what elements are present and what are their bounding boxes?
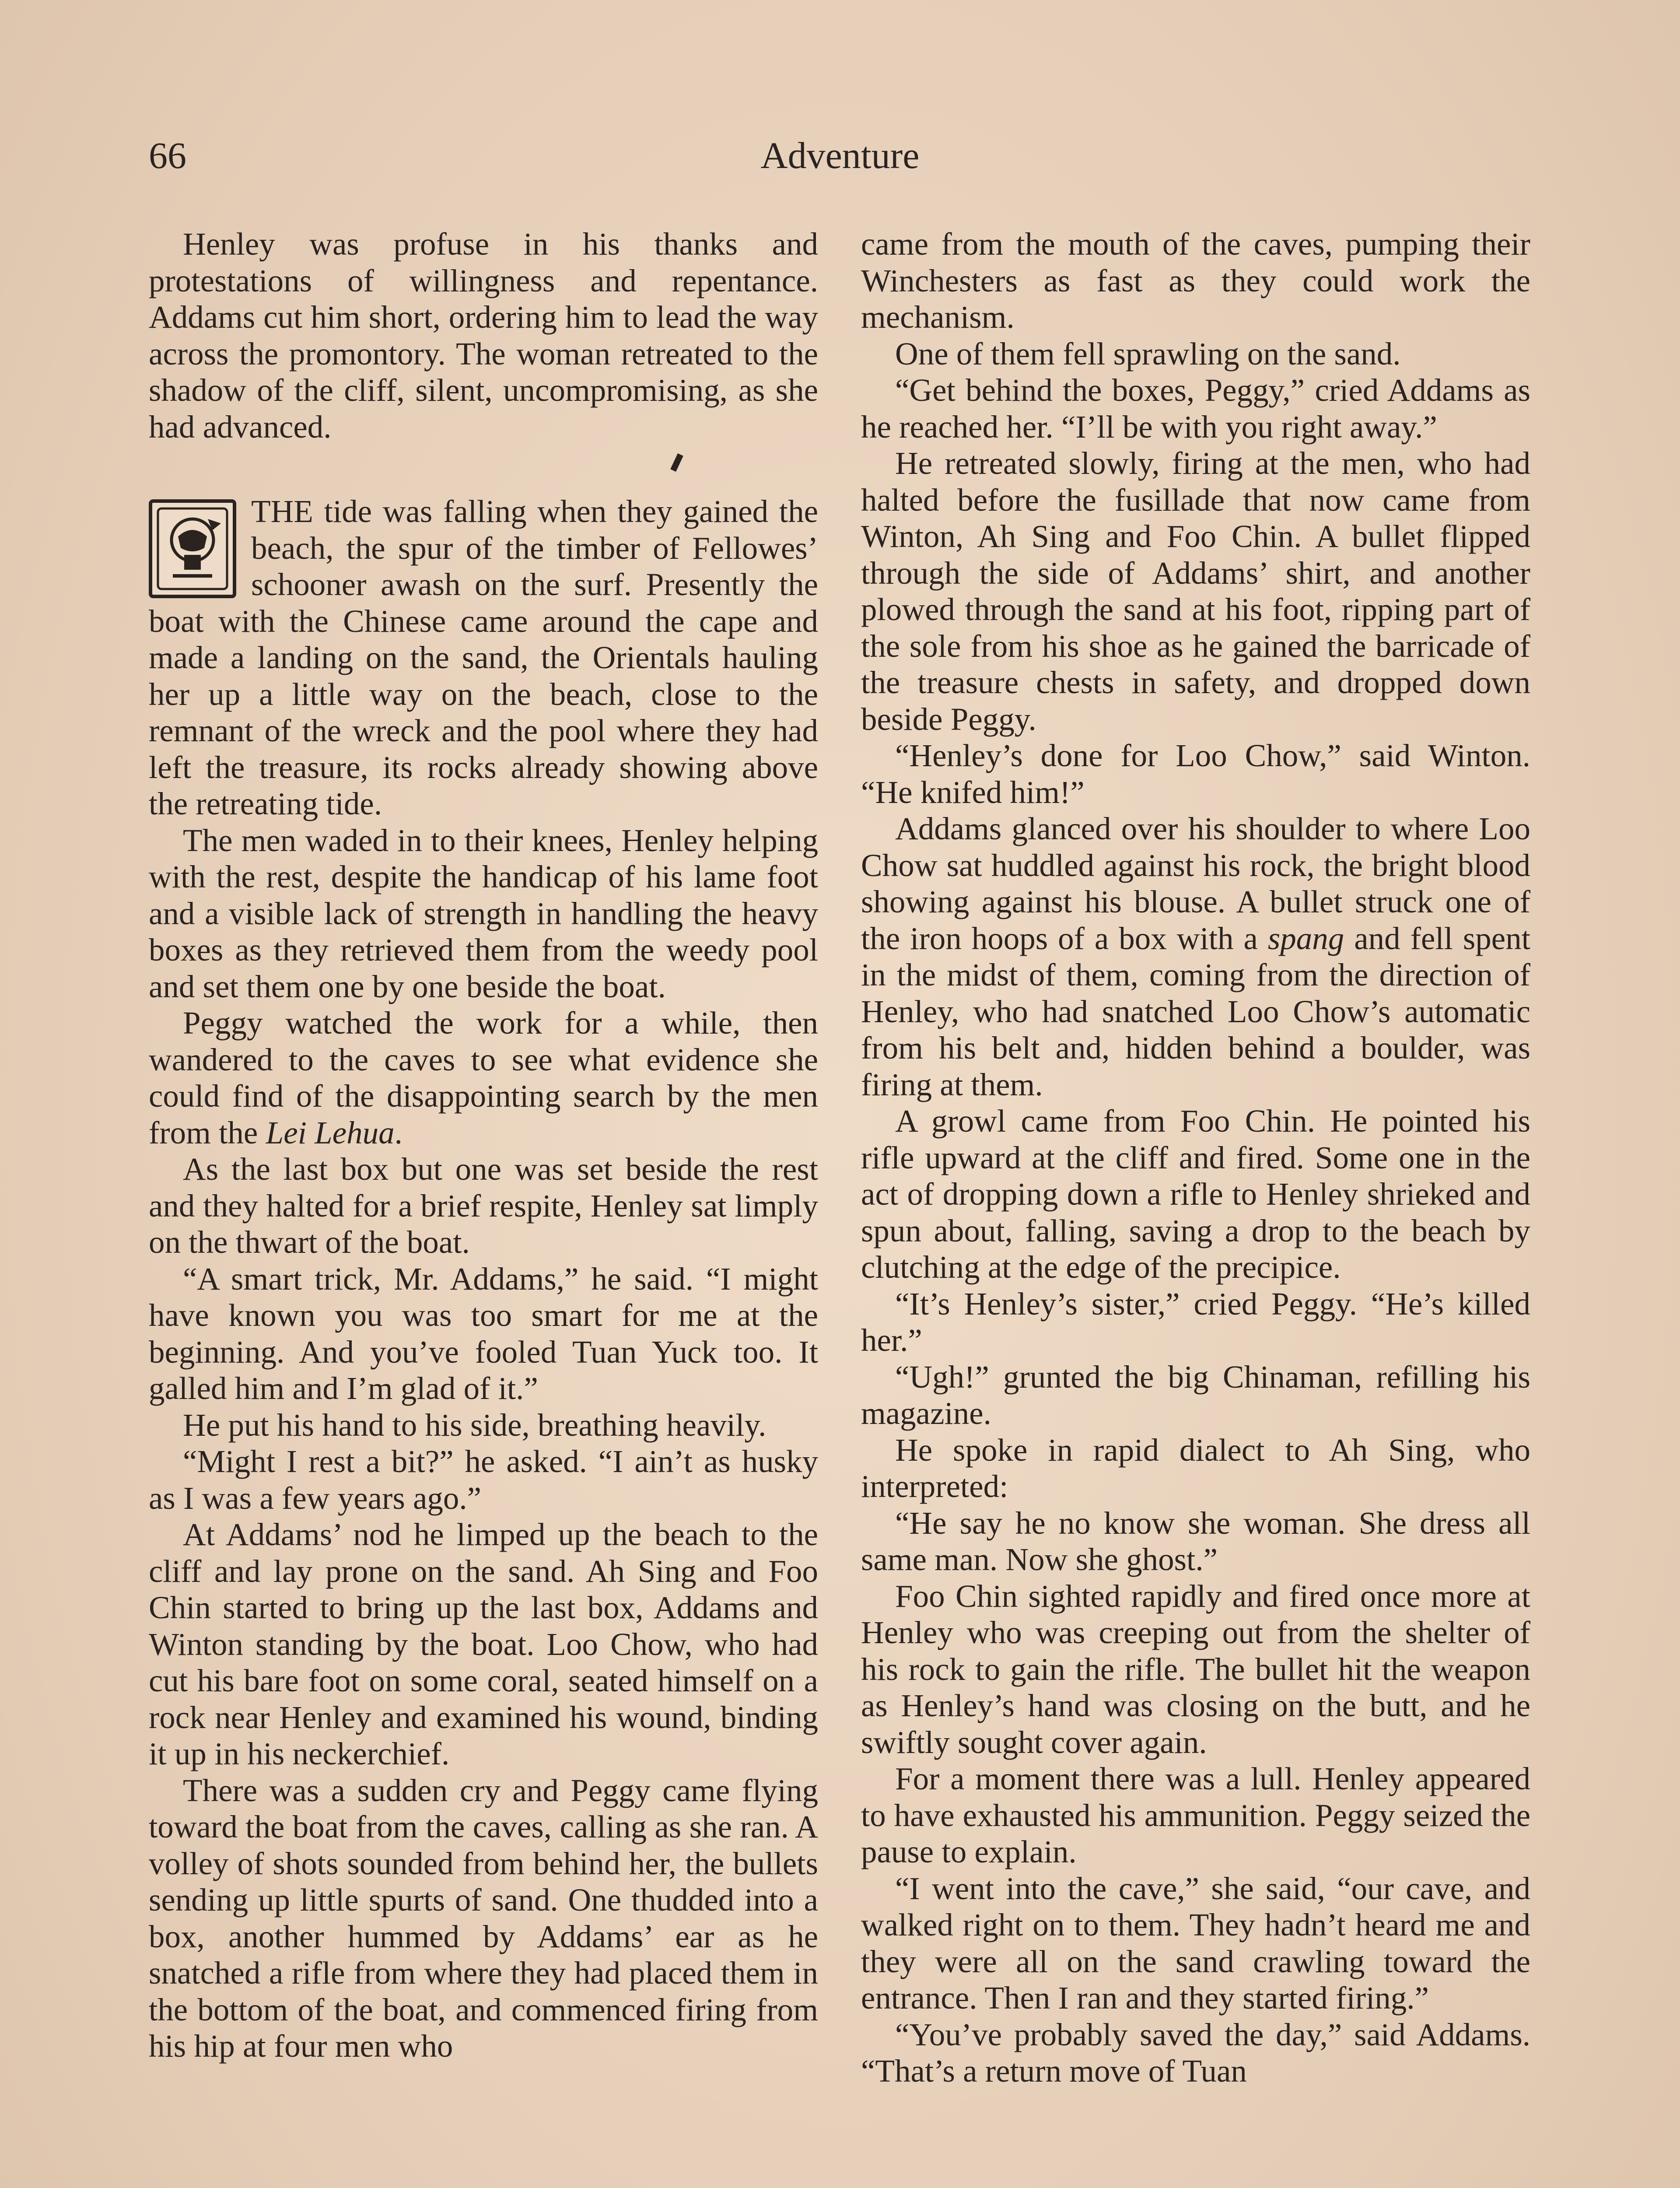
paragraph: “Might I rest a bit?” he asked. “I ain’t as husky as I was a few years ago.” xyxy=(149,1444,818,1516)
paragraph: “Ugh!” grunted the big Chinaman, refilling his magazine. xyxy=(861,1359,1530,1431)
left-column xyxy=(149,226,818,2065)
paragraph xyxy=(149,1005,818,1151)
paragraph: “I went into the cave,” she said, “our cave, and walked right on to them. They hadn’t heard me and they were all on the sand crawling toward the entrance. Then I ran and they started firing.” xyxy=(861,1870,1530,2016)
paragraph: “You’ve probably saved the day,” said Addams. “That’s a return move of Tuan xyxy=(861,2016,1530,2089)
paragraph: For a moment there was a lull. Henley appeared to have exhausted his ammunition. Peggy seized the pause to explain. xyxy=(861,1761,1530,1869)
paragraph-text: THE tide was falling when they gained the beach, the spur of the timber of Fellowes’ schooner awash on the surf. Presently the boat with the Chinese came around the cape and made a landing on the sand, the Orientals hauling her up a little way on the beach, close to the remnant of the wreck and the pool where they had left the treasure, its rocks already showing above the retreating tide. xyxy=(149,494,818,821)
paragraph: There was a sudden cry and Peggy came flying toward the boat from the caves, calling as she ran. A volley of shots sounded from behind her, the bullets sending up little spurts of sand. One thudded into a box, another hummed by Addams’ ear as he snatched a rifle from where they had placed them in the bottom of the boat, and commenced firing from his hip at four men who xyxy=(149,1772,818,2064)
ink-mark xyxy=(670,453,683,472)
paragraph: He spoke in rapid dialect to Ah Sing, who interpreted: xyxy=(861,1432,1530,1504)
paragraph: came from the mouth of the caves, pumping their Winchesters as fast as they could work the mechanism. xyxy=(861,226,1530,335)
paragraph: He retreated slowly, firing at the men, who had halted before the fusillade that now came from Winton, Ah Sing and Foo Chin. A bullet flipped through the side of Addams’ shirt, and another plowed through the sand at his foot, ripping part of the sole from his shoe as he gained the barricade of the treasure chests in safety, and dropped down beside Peggy. xyxy=(861,445,1530,737)
paragraph: Foo Chin sighted rapidly and fired once more at Henley who was creeping out from the shelter of his rock to gain the rifle. The bullet hit the weapon as Henley’s hand was closing on the butt, and he swiftly sought cover again. xyxy=(861,1578,1530,1760)
paragraph-text-end: and fell spent in the midst of them, coming from the direction of Henley, who had snatched Loo Chow’s automatic from his belt and, hidden behind a boulder, was firing at them. xyxy=(861,920,1530,1102)
paragraph-text: Addams glanced over his shoulder to where Loo Chow sat huddled against his rock, the bright blood showing against his blouse. A bullet struck one of the iron hoops of a box with a xyxy=(861,811,1530,956)
paragraph: “It’s Henley’s sister,” cried Peggy. “He’s killed her.” xyxy=(861,1286,1530,1358)
paragraph: “Henley’s done for Loo Chow,” said Winton. “He knifed him!” xyxy=(861,738,1530,810)
paragraph: At Addams’ nod he limped up the beach to the cliff and lay prone on the sand. Ah Sing and Foo Chin started to bring up the last box, Addams and Winton standing by the boat. Loo Chow, who had cut his bare foot on some coral, seated himself on a rock near Henley and examined his wound, binding it up in his neckerchief. xyxy=(149,1517,818,1771)
page-number: 66 xyxy=(149,134,186,176)
ship-name: Lei Lehua xyxy=(266,1115,395,1150)
paragraph: One of them fell sprawling on the sand. xyxy=(895,336,1401,372)
paragraph: “Get behind the boxes, Peggy,” cried Addams as he reached her. “I’ll be with you right away.” xyxy=(861,372,1530,445)
paragraph: He put his hand to his side, breathing heavily. xyxy=(183,1407,766,1443)
paragraph: “A smart trick, Mr. Addams,” he said. “I might have known you was too smart for me at the beginning. And you’ve fooled Tuan Yuck too. It galled him and I’m glad of it.” xyxy=(149,1261,818,1406)
paragraph: “He say he no know she woman. She dress all same man. Now she ghost.” xyxy=(861,1505,1530,1577)
paragraph: Henley was profuse in his thanks and protestations of willingness and repentance. Addams cut him short, ordering him to lead the way across the promontory. The woman retreated to the shadow of the cliff, silent, uncompromising, as she had advanced. xyxy=(149,226,818,445)
right-column xyxy=(861,226,1530,2090)
page-header xyxy=(149,131,1531,179)
section-break xyxy=(149,445,818,493)
paragraph: As the last box but one was set beside the rest and they halted for a brief respite, Henley sat limply on the thwart of the boat. xyxy=(149,1151,818,1260)
paragraph-with-dropcap xyxy=(149,493,818,822)
paragraph: A growl came from Foo Chin. He pointed his rifle upward at the cliff and fired. Some one in the act of dropping down a rifle to Henley shrieked and spun about, falling, saving a drop to the beach by clutching at the edge of the precipice. xyxy=(861,1103,1530,1285)
paragraph-text-end: . xyxy=(394,1115,402,1150)
paragraph: The men waded in to their knees, Henley helping with the rest, despite the handicap of his lame foot and a visible lack of strength in handling the heavy boxes as they retrieved them from the weedy pool and set them one by one beside the boat. xyxy=(149,822,818,1004)
emphasis-word: spang xyxy=(1267,920,1344,956)
running-title: Adventure xyxy=(760,134,920,176)
decorative-ornament-icon xyxy=(149,499,236,598)
paragraph xyxy=(861,810,1530,1103)
paragraph-text: Peggy watched the work for a while, then wandered to the caves to see what evidence she could find of the disappointing search by the men from the xyxy=(149,1005,818,1150)
